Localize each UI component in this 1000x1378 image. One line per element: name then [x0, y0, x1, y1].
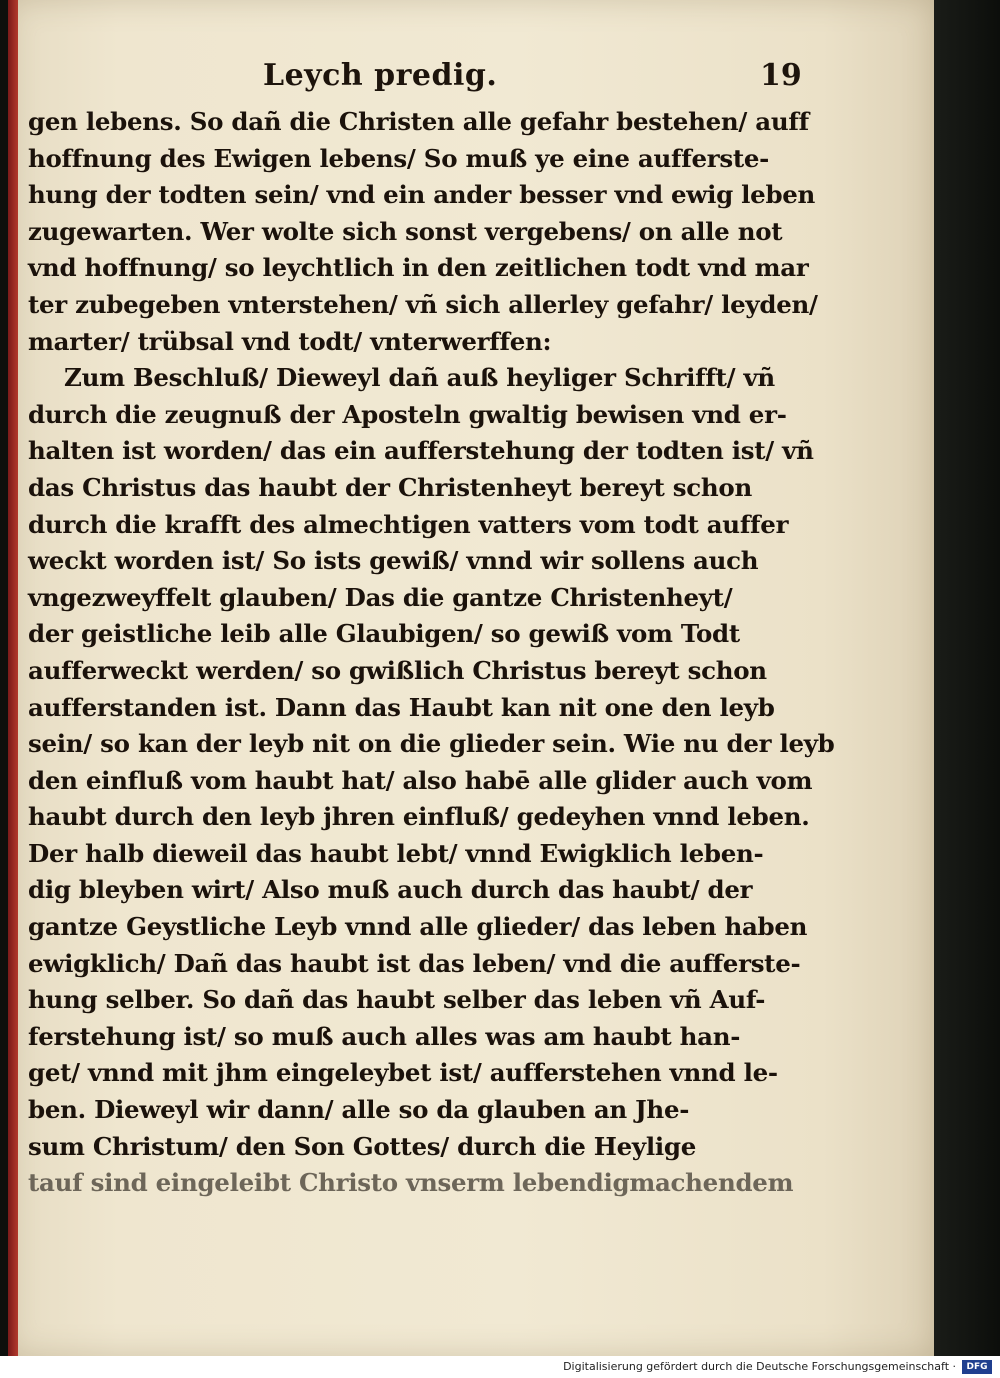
text-line: durch die zeugnuß der Aposteln gwaltig bewisen vnd er-	[28, 399, 787, 429]
text-line: marter/ trübsal vnd todt/ vnterwerffen:	[28, 326, 552, 356]
scan-background	[934, 0, 1000, 1356]
text-line: aufferweckt werden/ so gwißlich Christus bereyt schon	[28, 655, 767, 685]
text-line: halten ist worden/ das ein aufferstehung der todten ist/ vñ	[28, 436, 814, 466]
text-line: haubt durch den leyb jhren einfluß/ gedeyhen vnnd leben.	[28, 802, 810, 832]
text-line: durch die krafft des almechtigen vatters vom todt auffer	[28, 509, 789, 539]
text-line: weckt worden ist/ So ists gewiß/ vnnd wir sollens auch	[28, 546, 759, 576]
text-line: ben. Dieweyl wir dann/ alle so da glauben an Jhe-	[28, 1095, 690, 1125]
text-line: zugewarten. Wer wolte sich sonst vergebens/ on alle not	[28, 216, 783, 246]
text-line: sein/ so kan der leyb nit on die glieder sein. Wie nu der leyb	[28, 729, 835, 759]
text-line: sum Christum/ den Son Gottes/ durch die Heylige	[28, 1131, 696, 1161]
text-line: aufferstanden ist. Dann das Haubt kan nit one den leyb	[28, 692, 775, 722]
footer-bar	[0, 1356, 1000, 1378]
text-line: hung der todten sein/ vnd ein ander besser vnd ewig leben	[28, 180, 816, 210]
text-line: vnd hoffnung/ so leychtlich in den zeitlichen todt vnd mar	[28, 253, 809, 283]
text-line: den einfluß vom haubt hat/ also habē alle glider auch vom	[28, 765, 813, 795]
text-line: tauf sind eingeleibt Christo vnserm lebendigmachendem	[28, 1168, 794, 1198]
funding-credit: Digitalisierung gefördert durch die Deutsche Forschungsgemeinschaft ·	[563, 1360, 956, 1373]
text-line: Der halb dieweil das haubt lebt/ vnnd Ewigklich leben-	[28, 838, 764, 868]
text-line: get/ vnnd mit jhm eingeleybet ist/ aufferstehen vnnd le-	[28, 1058, 778, 1088]
text-line: gen lebens. So dañ die Christen alle gefahr bestehen/ auff	[28, 107, 809, 136]
running-title: Leych predig.	[263, 58, 498, 93]
text-line: das Christus das haubt der Christenheyt bereyt schon	[28, 472, 752, 502]
text-line: gantze Geystliche Leyb vnnd alle glieder/ das leben haben	[28, 912, 808, 942]
text-line: dig bleyben wirt/ Also muß auch durch das haubt/ der	[28, 875, 753, 905]
book-page	[8, 0, 934, 1356]
text-line: Zum Beschluß/ Dieweyl dañ auß heyliger Schrifft/ vñ	[64, 363, 775, 393]
page-header	[8, 58, 934, 98]
text-line: ferstehung ist/ so muß auch alles was am haubt han-	[28, 1021, 741, 1051]
text-line: hoffnung des Ewigen lebens/ So muß ye eine aufferste-	[28, 143, 770, 173]
page-number: 19	[760, 58, 802, 93]
text-line: der geistliche leib alle Glaubigen/ so gewiß vom Todt	[28, 619, 740, 649]
text-line: vngezweyffelt glauben/ Das die gantze Christenheyt/	[28, 582, 733, 612]
dfg-logo: DFG	[962, 1360, 992, 1374]
book-spine-edge	[8, 0, 18, 1356]
body-text	[28, 104, 835, 1202]
text-line: ewigklich/ Dañ das haubt ist das leben/ vnd die aufferste-	[28, 948, 801, 978]
text-line: hung selber. So dañ das haubt selber das leben vñ Auf-	[28, 985, 766, 1015]
text-line: ter zubegeben vnterstehen/ vñ sich allerley gefahr/ leyden/	[28, 289, 818, 319]
